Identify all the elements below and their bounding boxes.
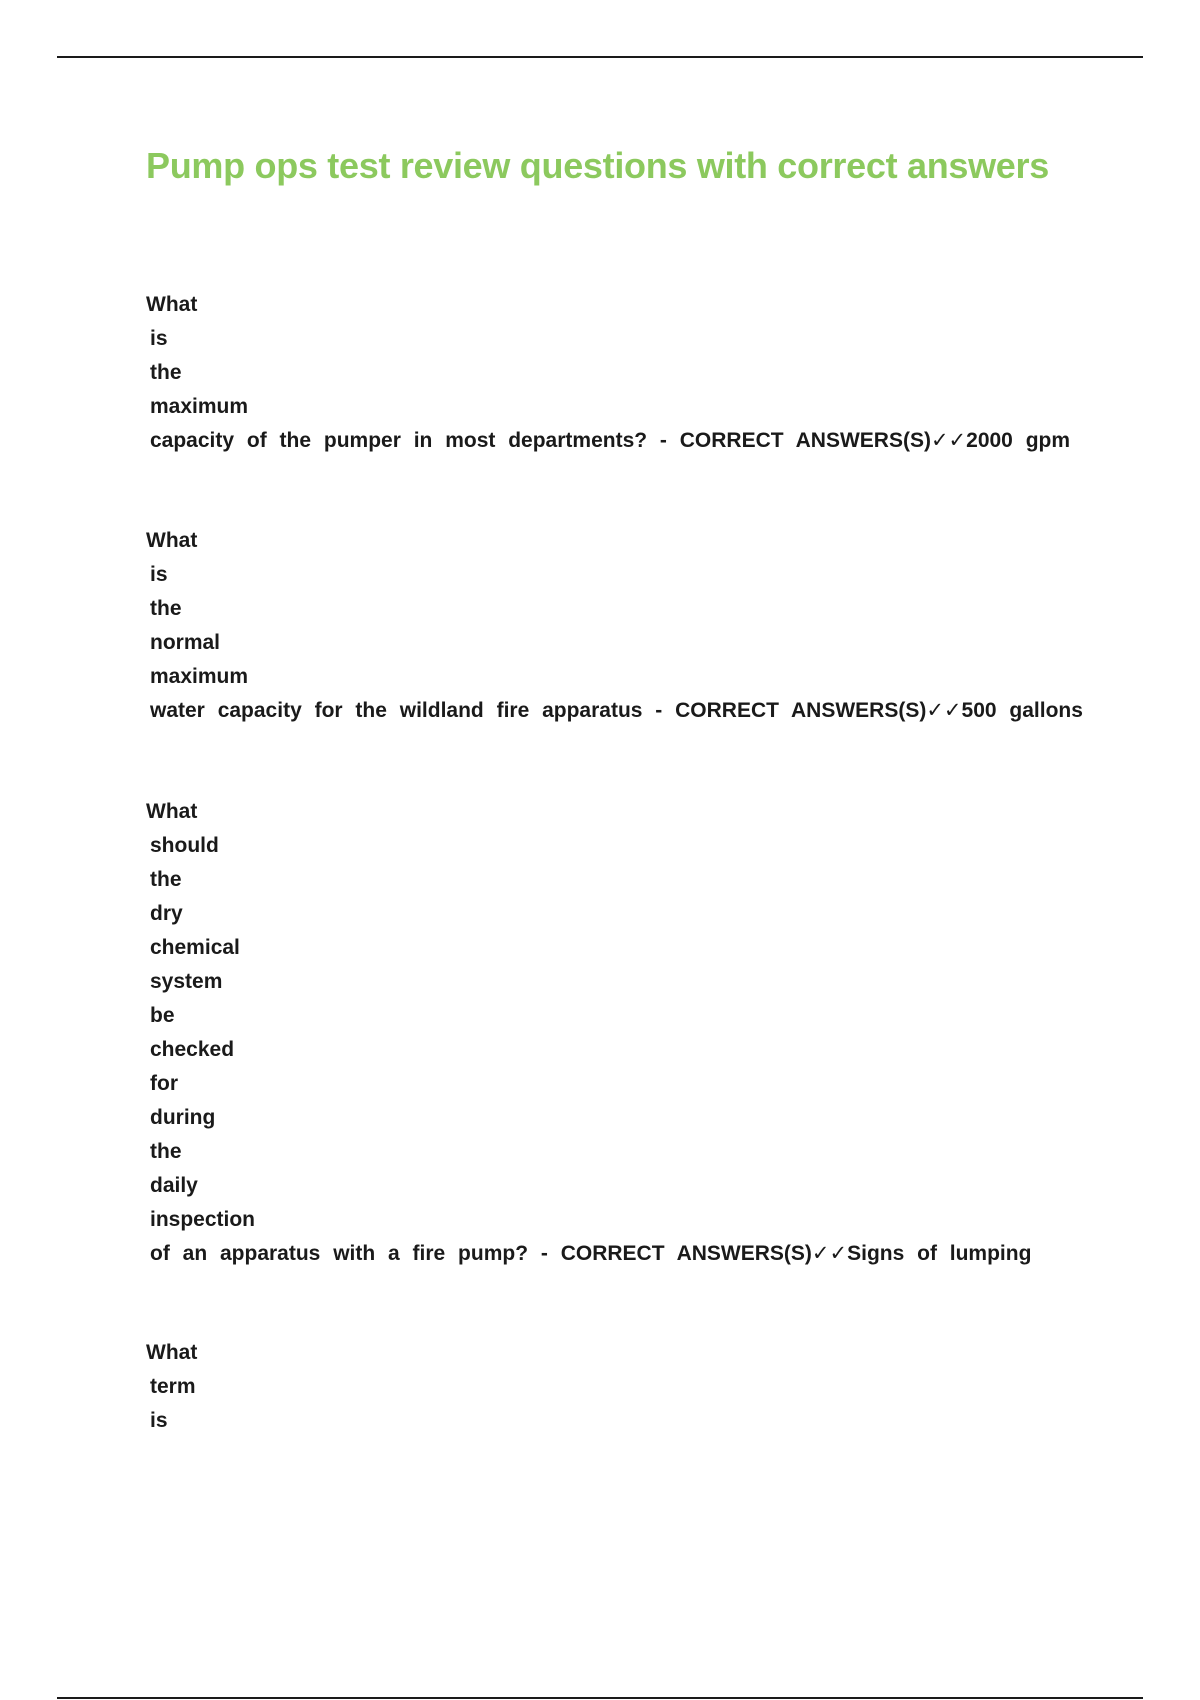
question-word: is <box>150 563 168 586</box>
question-word: checked <box>150 1038 235 1061</box>
question-answer-line: water capacity for the wildland fire apparatus - CORRECT ANSWERS(S)✓✓500 gallons <box>150 699 1083 722</box>
question-word: term <box>150 1375 196 1398</box>
question-word: during <box>150 1106 216 1129</box>
question-word: is <box>150 327 168 350</box>
question-word: maximum <box>150 665 249 688</box>
header-rule <box>57 56 1143 58</box>
question-word: the <box>150 361 182 384</box>
question-word: What <box>146 1341 198 1364</box>
question-answer-line: capacity of the pumper in most departments? - CORRECT ANSWERS(S)✓✓2000 gpm <box>150 429 1071 452</box>
question-answer-line: of an apparatus with a fire pump? - CORRECT ANSWERS(S)✓✓Signs of lumping <box>150 1242 1032 1265</box>
question-word: be <box>150 1004 175 1027</box>
question-word: the <box>150 597 182 620</box>
question-word: daily <box>150 1174 198 1197</box>
question-word: dry <box>150 902 183 925</box>
question-word: is <box>150 1409 168 1432</box>
question-block <box>146 524 1083 728</box>
question-word: What <box>146 293 198 316</box>
question-word: What <box>146 529 198 552</box>
question-word: What <box>146 800 198 823</box>
question-word: the <box>150 868 182 891</box>
question-block <box>146 1336 197 1438</box>
question-word: should <box>150 834 219 857</box>
question-word: the <box>150 1140 182 1163</box>
question-block <box>146 795 1031 1271</box>
question-word: maximum <box>150 395 249 418</box>
question-word: for <box>150 1072 178 1095</box>
footer-rule <box>57 1697 1143 1699</box>
question-word: inspection <box>150 1208 256 1231</box>
question-word: chemical <box>150 936 240 959</box>
document-title: Pump ops test review questions with correct answers <box>146 145 1049 186</box>
question-word: normal <box>150 631 221 654</box>
question-word: system <box>150 970 223 993</box>
question-block <box>146 288 1070 458</box>
